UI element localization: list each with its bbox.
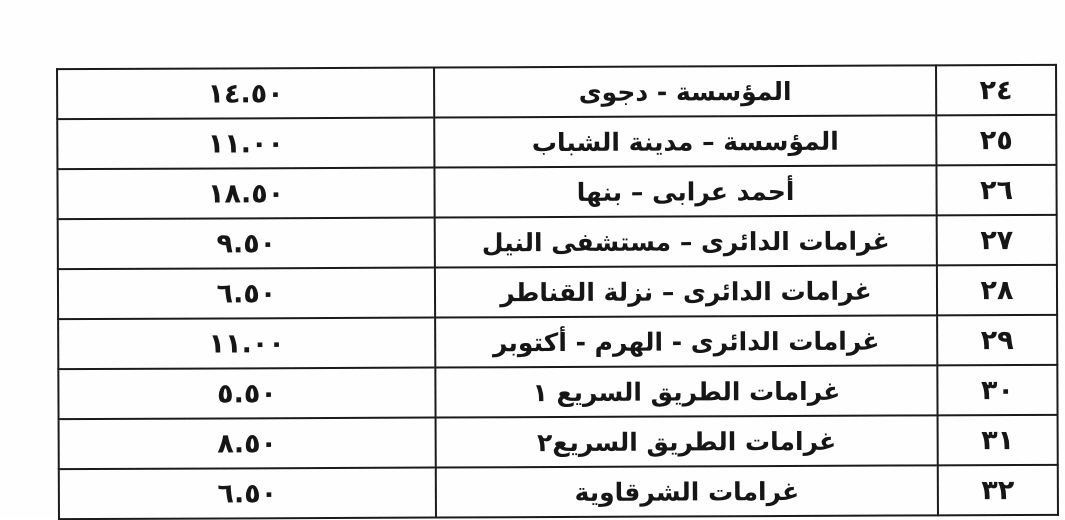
table-row <box>58 365 1057 419</box>
row-number-cell: ٢٤ <box>936 65 1056 116</box>
route-name-cell: غرامات الدائرى - الهرم - أكتوبر <box>435 315 937 367</box>
row-number-cell: ٣٢ <box>938 465 1058 516</box>
table-row <box>59 465 1058 519</box>
route-name-cell: غرامات الشرقاوية <box>436 465 938 517</box>
route-name-cell: المؤسسة - دجوى <box>434 65 936 117</box>
amount-cell: ٦.٥٠ <box>59 468 436 520</box>
row-number-cell: ٢٩ <box>937 315 1057 366</box>
table-row <box>58 315 1057 369</box>
amount-cell: ٩.٥٠ <box>58 218 435 270</box>
row-number-cell: ٢٨ <box>937 265 1057 316</box>
row-number-cell: ٢٧ <box>937 215 1057 266</box>
route-name-cell: غرامات الطريق السريع ١ <box>435 365 937 417</box>
row-number-cell: ٢٥ <box>936 115 1056 166</box>
route-name-cell: غرامات الدائرى – نزلة القناطر <box>435 265 937 317</box>
row-number-cell: ٣١ <box>938 415 1058 466</box>
amount-cell: ١٤.٥٠ <box>57 68 434 120</box>
amount-cell: ٥.٥٠ <box>58 368 435 420</box>
table-row <box>58 215 1057 269</box>
fines-table <box>56 64 1059 520</box>
amount-cell: ١٨.٥٠ <box>57 168 434 220</box>
route-name-cell: غرامات الطريق السريع٢ <box>436 415 938 467</box>
table-row <box>58 265 1057 319</box>
row-number-cell: ٣٠ <box>937 365 1057 416</box>
fines-table-body <box>57 65 1058 519</box>
amount-cell: ١١.٠٠ <box>58 318 435 370</box>
amount-cell: ٦.٥٠ <box>58 268 435 320</box>
table-row <box>57 115 1056 169</box>
route-name-cell: أحمد عرابى – بنها <box>434 165 936 217</box>
table-row <box>57 65 1056 119</box>
table-row <box>59 415 1058 469</box>
table-row <box>57 165 1056 219</box>
amount-cell: ١١.٠٠ <box>57 118 434 170</box>
amount-cell: ٨.٥٠ <box>59 418 436 470</box>
row-number-cell: ٢٦ <box>936 165 1056 216</box>
route-name-cell: غرامات الدائرى – مستشفى النيل <box>435 215 937 267</box>
route-name-cell: المؤسسة – مدينة الشباب <box>434 115 936 167</box>
